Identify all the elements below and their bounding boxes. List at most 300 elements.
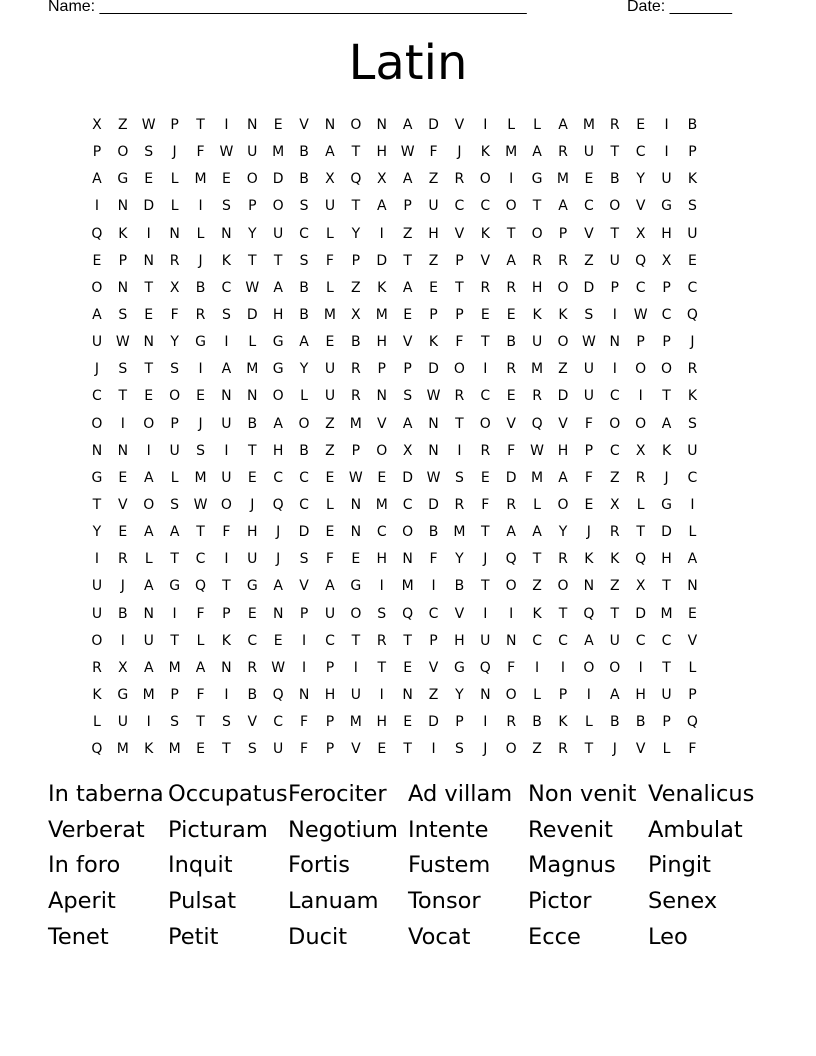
- grid-letter: A: [169, 524, 180, 541]
- grid-letter: Z: [118, 117, 128, 133]
- grid-letter: P: [662, 334, 671, 351]
- grid-letter: C: [635, 279, 646, 296]
- grid-letter: Q: [479, 659, 491, 676]
- grid-letter: Q: [272, 686, 284, 703]
- grid-letter: G: [246, 578, 258, 595]
- grid-letter: E: [506, 388, 516, 405]
- grid-letter: V: [454, 225, 465, 242]
- grid-letter: A: [687, 551, 698, 568]
- grid-letter: I: [483, 714, 488, 731]
- grid-letter: I: [379, 225, 384, 242]
- grid-letter: B: [635, 714, 646, 731]
- grid-letter: U: [324, 198, 336, 215]
- grid-letter: W: [633, 306, 648, 323]
- grid-letter: X: [325, 171, 335, 188]
- grid-letter: Y: [299, 361, 309, 378]
- grid-letter: U: [583, 144, 594, 161]
- grid-letter: C: [661, 632, 672, 649]
- grid-letter: R: [247, 659, 258, 676]
- grid-letter: C: [558, 632, 568, 649]
- grid-letter: J: [120, 578, 125, 595]
- grid-letter: Q: [505, 551, 517, 568]
- grid-letter: F: [222, 524, 231, 541]
- grid-letter: F: [429, 144, 438, 161]
- grid-letter: M: [194, 171, 207, 188]
- grid-letter: P: [403, 198, 412, 215]
- grid-letter: P: [170, 415, 179, 432]
- grid-letter: S: [454, 469, 464, 486]
- grid-letter: M: [194, 469, 207, 486]
- grid-letter: S: [118, 361, 128, 378]
- grid-letter: C: [635, 144, 646, 161]
- grid-letter: T: [351, 198, 361, 215]
- grid-letter: V: [299, 578, 309, 595]
- grid-letter: J: [664, 469, 669, 486]
- grid-letter: R: [558, 252, 568, 269]
- grid-letter: D: [143, 198, 155, 215]
- grid-letter: T: [92, 496, 102, 513]
- grid-letter: R: [376, 632, 387, 649]
- grid-letter: K: [221, 632, 231, 649]
- grid-letter: E: [377, 741, 387, 758]
- grid-letter: T: [170, 551, 179, 568]
- grid-letter: L: [326, 279, 334, 296]
- grid-letter: V: [454, 117, 465, 133]
- word-bank-item: Ad villam: [408, 781, 513, 807]
- grid-letter: B: [428, 524, 439, 541]
- grid-letter: T: [610, 605, 620, 622]
- word-bank-item: Lanuam: [288, 888, 379, 915]
- grid-letter: U: [324, 605, 336, 622]
- grid-letter: L: [326, 496, 334, 513]
- grid-letter: R: [609, 117, 620, 133]
- grid-letter: C: [635, 632, 646, 649]
- grid-letter: W: [219, 144, 234, 161]
- grid-letter: A: [273, 578, 283, 595]
- grid-row: [84, 139, 705, 166]
- grid-letter: H: [661, 225, 672, 242]
- grid-letter: E: [506, 306, 516, 323]
- grid-letter: A: [609, 686, 620, 703]
- grid-letter: K: [480, 144, 490, 161]
- grid-letter: F: [300, 741, 309, 758]
- word-bank-item: In taberna: [48, 781, 164, 807]
- grid-letter: E: [325, 469, 335, 486]
- grid-letter: F: [584, 469, 593, 486]
- grid-letter: T: [403, 741, 412, 758]
- grid-letter: N: [247, 388, 258, 405]
- grid-letter: E: [636, 117, 646, 133]
- grid-letter: D: [583, 279, 595, 296]
- grid-letter: L: [248, 334, 257, 351]
- grid-letter: A: [558, 198, 568, 215]
- grid-letter: G: [195, 334, 206, 351]
- grid-letter: P: [688, 144, 697, 161]
- grid-letter: T: [455, 415, 464, 432]
- grid-letter: W: [193, 496, 208, 513]
- word-bank-item: Tonsor: [408, 888, 481, 915]
- grid-letter: V: [558, 415, 568, 432]
- grid-letter: L: [300, 388, 308, 405]
- grid-letter: N: [143, 605, 154, 622]
- grid-letter: H: [272, 442, 284, 459]
- grid-letter: U: [480, 632, 491, 649]
- grid-letter: F: [507, 659, 516, 676]
- grid-letter: U: [583, 361, 594, 378]
- grid-letter: T: [662, 388, 671, 405]
- grid-letter: E: [144, 388, 154, 405]
- grid-letter: P: [325, 741, 335, 758]
- grid-letter: K: [221, 252, 231, 269]
- grid-letter: E: [144, 306, 154, 323]
- grid-letter: E: [118, 469, 128, 486]
- grid-letter: C: [299, 225, 309, 242]
- grid-letter: C: [376, 524, 387, 541]
- grid-letter: V: [118, 496, 128, 513]
- grid-letter: O: [557, 279, 569, 296]
- grid-letter: R: [92, 659, 102, 676]
- word-bank-item: Intente: [408, 816, 489, 843]
- grid-row: [84, 519, 705, 546]
- grid-letter: R: [117, 551, 128, 568]
- grid-letter: V: [299, 117, 309, 133]
- grid-row: [84, 601, 705, 628]
- grid-letter: X: [351, 306, 361, 323]
- grid-letter: I: [638, 388, 643, 405]
- grid-letter: V: [506, 415, 516, 432]
- grid-letter: N: [117, 279, 129, 296]
- grid-letter: Q: [686, 714, 698, 731]
- grid-letter: V: [687, 632, 698, 649]
- grid-letter: C: [609, 442, 620, 459]
- grid-letter: W: [400, 144, 415, 161]
- grid-letter: K: [687, 171, 698, 188]
- grid-letter: B: [532, 714, 542, 731]
- word-bank-item: Occupatus: [168, 781, 288, 807]
- grid-letter: Y: [455, 686, 464, 703]
- grid-letter: M: [556, 171, 570, 188]
- grid-letter: A: [273, 415, 283, 432]
- grid-letter: I: [664, 117, 669, 133]
- grid-letter: I: [483, 361, 488, 378]
- grid-letter: U: [531, 334, 543, 351]
- grid-row: [84, 465, 705, 492]
- grid-letter: G: [117, 171, 129, 188]
- grid-letter: E: [403, 306, 413, 323]
- grid-letter: L: [507, 117, 516, 133]
- grid-letter: U: [117, 714, 128, 731]
- grid-letter: J: [483, 551, 488, 568]
- grid-row: [84, 193, 705, 220]
- grid-letter: L: [584, 714, 593, 731]
- grid-letter: C: [454, 198, 465, 215]
- grid-letter: P: [455, 306, 464, 323]
- grid-letter: G: [117, 686, 129, 703]
- grid-letter: D: [272, 171, 284, 188]
- grid-letter: J: [198, 415, 203, 432]
- grid-letter: H: [531, 279, 543, 296]
- grid-letter: F: [455, 334, 464, 351]
- grid-letter: D: [428, 361, 439, 378]
- grid-letter: O: [220, 496, 232, 513]
- grid-letter: A: [376, 198, 387, 215]
- grid-letter: F: [196, 686, 205, 703]
- grid-letter: Y: [248, 225, 257, 242]
- word-bank-item: Venalicus: [648, 781, 755, 807]
- grid-letter: T: [196, 714, 205, 731]
- word-bank-item: Ambulat: [648, 816, 743, 843]
- page-title: Latin: [348, 35, 468, 91]
- grid-letter: L: [196, 632, 205, 649]
- grid-letter: O: [272, 198, 284, 215]
- grid-letter: A: [143, 659, 154, 676]
- grid-letter: H: [324, 686, 336, 703]
- grid-letter: Y: [170, 334, 179, 351]
- grid-letter: G: [272, 361, 284, 378]
- grid-letter: W: [245, 279, 260, 296]
- grid-letter: C: [480, 198, 491, 215]
- grid-letter: S: [170, 361, 180, 378]
- grid-letter: R: [454, 388, 465, 405]
- grid-letter: Y: [636, 171, 645, 188]
- grid-letter: W: [426, 469, 441, 486]
- grid-letter: Z: [609, 469, 620, 486]
- grid-letter: H: [376, 334, 387, 351]
- grid-letter: R: [506, 496, 517, 513]
- grid-letter: S: [687, 198, 697, 215]
- grid-letter: C: [273, 469, 284, 486]
- grid-letter: E: [403, 714, 413, 731]
- grid-letter: V: [428, 659, 439, 676]
- date-field-label: Date: _______: [627, 0, 732, 15]
- grid-letter: N: [609, 334, 620, 351]
- grid-letter: R: [532, 388, 542, 405]
- grid-letter: N: [143, 334, 154, 351]
- grid-row: [84, 248, 705, 275]
- grid-letter: Z: [325, 415, 335, 432]
- grid-letter: L: [533, 496, 541, 513]
- grid-letter: V: [584, 225, 594, 242]
- grid-letter: T: [196, 524, 205, 541]
- grid-row: [84, 112, 705, 139]
- grid-letter: C: [428, 605, 439, 622]
- grid-letter: N: [169, 225, 180, 242]
- grid-letter: J: [483, 741, 488, 758]
- grid-letter: I: [172, 605, 177, 622]
- grid-letter: K: [377, 279, 387, 296]
- grid-letter: H: [272, 306, 284, 323]
- grid-letter: J: [198, 252, 203, 269]
- grid-letter: T: [222, 741, 231, 758]
- grid-letter: N: [221, 388, 232, 405]
- grid-letter: S: [144, 144, 154, 161]
- grid-letter: N: [428, 442, 439, 459]
- grid-letter: Z: [584, 252, 594, 269]
- grid-letter: N: [143, 252, 154, 269]
- grid-letter: C: [661, 306, 672, 323]
- grid-letter: N: [117, 442, 129, 459]
- grid-letter: O: [635, 415, 647, 432]
- grid-letter: Z: [402, 225, 413, 242]
- grid-letter: E: [403, 659, 413, 676]
- grid-letter: U: [221, 415, 232, 432]
- grid-letter: Q: [531, 415, 543, 432]
- grid-letter: I: [560, 659, 566, 676]
- grid-letter: Q: [272, 496, 284, 513]
- grid-letter: C: [402, 496, 413, 513]
- grid-row: [84, 709, 705, 736]
- grid-letter: J: [457, 144, 462, 161]
- grid-letter: X: [118, 659, 128, 676]
- grid-letter: B: [506, 334, 516, 351]
- grid-letter: F: [300, 714, 309, 731]
- grid-letter: C: [687, 469, 698, 486]
- grid-letter: K: [687, 388, 698, 405]
- grid-letter: O: [609, 415, 621, 432]
- grid-letter: R: [350, 361, 361, 378]
- grid-letter: E: [429, 279, 438, 296]
- grid-letter: T: [506, 225, 516, 242]
- grid-letter: P: [429, 306, 438, 323]
- grid-letter: Q: [635, 252, 647, 269]
- grid-letter: P: [558, 686, 568, 703]
- grid-letter: U: [609, 632, 620, 649]
- grid-letter: K: [558, 306, 568, 323]
- grid-letter: M: [142, 686, 155, 703]
- grid-letter: I: [431, 578, 436, 595]
- grid-letter: F: [688, 741, 697, 758]
- grid-letter: N: [221, 659, 232, 676]
- grid-letter: W: [141, 117, 156, 133]
- grid-letter: I: [146, 714, 151, 731]
- grid-letter: L: [533, 686, 541, 703]
- grid-letter: P: [325, 714, 335, 731]
- grid-letter: W: [271, 659, 286, 676]
- grid-letter: N: [376, 117, 387, 133]
- word-bank-item: Aperit: [48, 888, 116, 915]
- grid-letter: I: [198, 361, 203, 378]
- grid-row: [84, 736, 705, 763]
- grid-letter: T: [248, 442, 257, 459]
- grid-letter: C: [299, 496, 309, 513]
- grid-row: [84, 682, 705, 709]
- grid-letter: T: [636, 524, 645, 541]
- grid-letter: I: [612, 361, 617, 378]
- grid-letter: G: [661, 496, 672, 513]
- grid-row: [84, 546, 705, 573]
- grid-letter: A: [325, 144, 335, 161]
- grid-letter: I: [483, 117, 488, 133]
- grid-letter: I: [353, 659, 358, 676]
- grid-letter: I: [302, 659, 307, 676]
- grid-letter: P: [299, 605, 309, 622]
- word-bank-item: Fortis: [288, 852, 350, 879]
- grid-letter: B: [299, 144, 309, 161]
- grid-letter: I: [146, 225, 151, 242]
- grid-letter: I: [690, 496, 695, 513]
- grid-letter: O: [350, 117, 362, 133]
- grid-letter: E: [480, 469, 490, 486]
- grid-letter: S: [170, 714, 180, 731]
- grid-letter: L: [533, 117, 541, 133]
- grid-letter: T: [455, 279, 464, 296]
- grid-letter: E: [92, 252, 102, 269]
- grid-letter: I: [509, 171, 514, 188]
- grid-letter: B: [247, 686, 258, 703]
- grid-letter: G: [531, 171, 543, 188]
- word-bank-item: Magnus: [528, 852, 616, 879]
- grid-letter: C: [480, 388, 491, 405]
- grid-letter: T: [377, 659, 387, 676]
- grid-letter: C: [687, 279, 698, 296]
- grid-letter: S: [584, 306, 594, 323]
- grid-row: [84, 438, 705, 465]
- grid-letter: L: [326, 225, 334, 242]
- grid-letter: N: [221, 225, 232, 242]
- grid-letter: E: [221, 171, 231, 188]
- grid-letter: R: [558, 551, 568, 568]
- grid-letter: O: [505, 686, 517, 703]
- grid-letter: P: [92, 144, 102, 161]
- grid-letter: C: [583, 198, 594, 215]
- grid-letter: W: [115, 334, 130, 351]
- grid-letter: L: [144, 551, 153, 568]
- grid-letter: D: [428, 714, 439, 731]
- grid-row: [84, 573, 705, 600]
- grid-letter: O: [376, 442, 388, 459]
- grid-letter: C: [532, 632, 542, 649]
- grid-letter: R: [454, 496, 465, 513]
- grid-letter: T: [558, 605, 568, 622]
- grid-letter: U: [324, 388, 336, 405]
- grid-letter: O: [453, 361, 465, 378]
- grid-letter: A: [506, 524, 516, 541]
- grid-letter: N: [324, 117, 336, 133]
- grid-letter: T: [351, 632, 361, 649]
- grid-letter: P: [610, 279, 619, 296]
- grid-letter: J: [94, 361, 100, 378]
- word-bank-item: Negotium: [288, 816, 398, 843]
- grid-letter: X: [635, 442, 646, 459]
- grid-letter: D: [298, 524, 310, 541]
- grid-letter: E: [688, 252, 697, 269]
- grid-letter: D: [428, 496, 439, 513]
- grid-letter: R: [480, 442, 491, 459]
- grid-letter: O: [557, 334, 569, 351]
- grid-letter: A: [661, 415, 672, 432]
- grid-letter: I: [612, 306, 617, 323]
- grid-letter: M: [453, 524, 466, 541]
- grid-letter: P: [662, 714, 671, 731]
- grid-letter: L: [170, 198, 179, 215]
- grid-letter: X: [609, 496, 620, 513]
- grid-letter: O: [531, 225, 543, 242]
- grid-letter: R: [506, 714, 517, 731]
- grid-letter: M: [323, 306, 336, 323]
- grid-letter: I: [224, 334, 229, 351]
- grid-letter: L: [688, 659, 697, 676]
- grid-letter: I: [224, 117, 229, 133]
- grid-letter: M: [168, 659, 181, 676]
- grid-letter: M: [401, 578, 414, 595]
- grid-letter: Z: [428, 686, 439, 703]
- word-bank-item: Picturam: [168, 816, 268, 843]
- grid-letter: M: [660, 605, 673, 622]
- grid-letter: O: [402, 524, 414, 541]
- word-bank-item: Pulsat: [168, 888, 237, 915]
- grid-letter: B: [454, 578, 465, 595]
- grid-letter: E: [118, 524, 128, 541]
